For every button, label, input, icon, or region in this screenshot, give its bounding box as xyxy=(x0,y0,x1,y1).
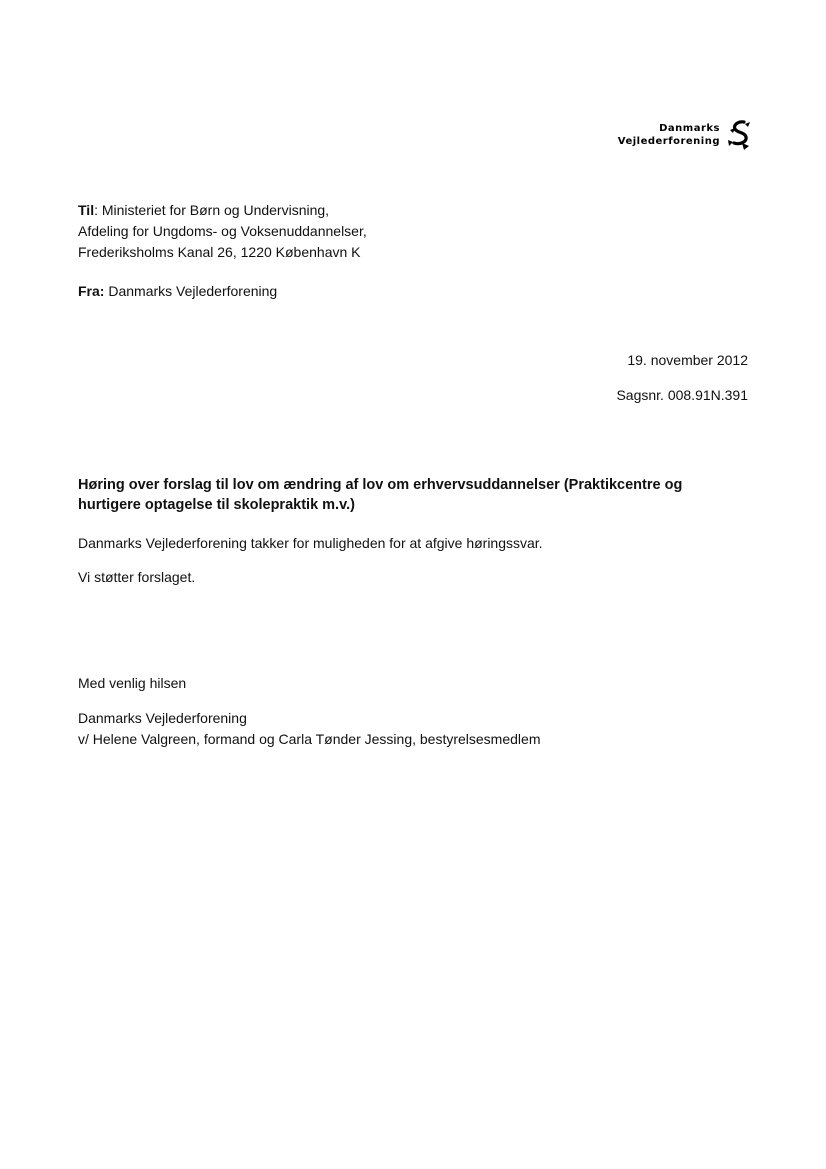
signature-signers: v/ Helene Valgreen, formand og Carla Tønder Jessing, bestyrelsesmedlem xyxy=(78,731,541,747)
sender-block xyxy=(78,281,277,302)
signature-organization: Danmarks Vejlederforening xyxy=(78,710,247,726)
body-paragraph-2: Vi støtter forslaget. xyxy=(78,569,196,585)
closing-greeting: Med venlig hilsen xyxy=(78,675,187,691)
organization-logo-icon xyxy=(726,120,752,152)
signature-block xyxy=(78,708,540,750)
letter-date: 19. november 2012 xyxy=(627,352,748,368)
recipient-line-1: Til: Ministeriet for Børn og Undervisning, xyxy=(78,202,330,218)
sender-label: Fra: xyxy=(78,283,105,299)
sender-name: Danmarks Vejlederforening xyxy=(108,283,278,299)
recipient-line-2: Afdeling for Ungdoms- og Voksenuddannelser, xyxy=(78,223,367,239)
logo-line-2: Vejlederforening xyxy=(617,136,720,147)
body-paragraph-1: Danmarks Vejlederforening takker for muligheden for at afgive høringssvar. xyxy=(78,535,543,551)
logo-line-1: Danmarks xyxy=(659,123,720,134)
recipient-label: Til xyxy=(78,202,95,218)
recipient-name: Ministeriet for Børn og Undervisning, xyxy=(101,202,330,218)
recipient-line-3: Frederiksholms Kanal 26, 1220 København K xyxy=(78,244,361,260)
case-number: Sagsnr. 008.91N.391 xyxy=(616,387,748,403)
recipient-block xyxy=(78,200,367,263)
organization-logo xyxy=(612,120,752,156)
logo-text xyxy=(618,122,720,148)
letter-subject: Høring over forslag til lov om ændring af lov om erhvervsuddannelser (Praktikcentre og hurtigere optagelse til skolepraktik m.v.) xyxy=(78,477,683,513)
